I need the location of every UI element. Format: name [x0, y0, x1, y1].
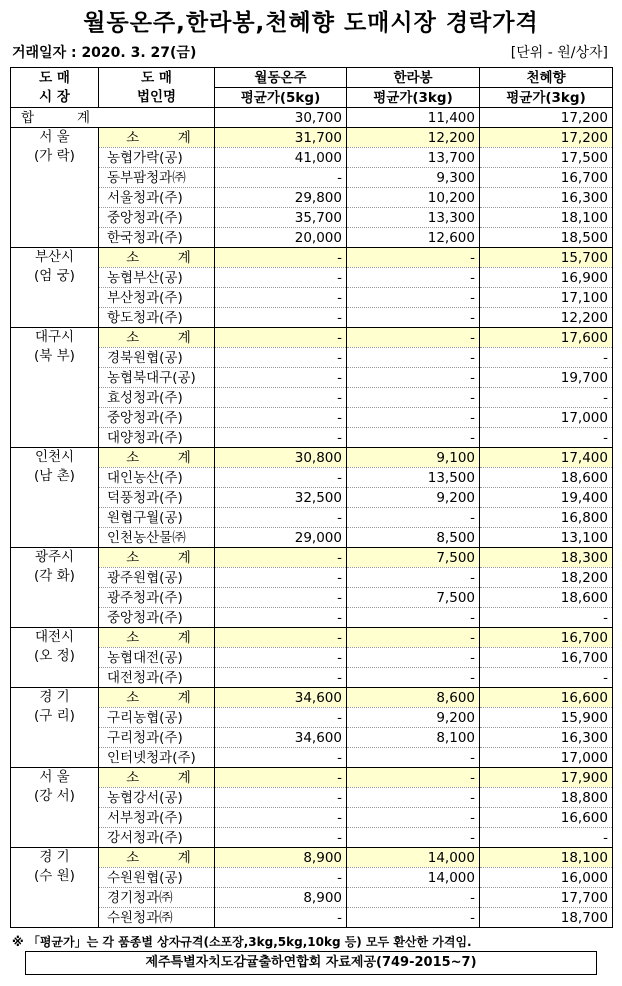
table-row [11, 408, 613, 428]
table-row [11, 828, 613, 848]
price-cell: - [215, 508, 347, 528]
corp-name: 경북원협(공) [99, 348, 215, 368]
price-cell: 12,200 [347, 128, 480, 148]
corp-name: 농협강서(공) [99, 788, 215, 808]
price-cell: 9,200 [347, 488, 480, 508]
price-cell: 10,200 [347, 188, 480, 208]
unit-label: [단위 - 원/상자] [510, 45, 608, 61]
table-row [11, 148, 613, 168]
table-row [11, 748, 613, 768]
price-cell: - [347, 568, 480, 588]
corp-name: 중앙청과(주) [99, 608, 215, 628]
table-row [11, 308, 613, 328]
price-cell: - [347, 248, 480, 268]
total-value: 17,200 [480, 108, 613, 128]
table-row [11, 348, 613, 368]
price-cell: 13,300 [347, 208, 480, 228]
price-cell: - [347, 368, 480, 388]
price-cell: - [480, 428, 613, 448]
avg-header: 평균가(5kg) [215, 88, 347, 108]
price-cell: - [215, 908, 347, 928]
price-cell: - [347, 828, 480, 848]
price-cell: - [215, 248, 347, 268]
subtotal-label: 소 계 [99, 128, 215, 148]
price-cell: - [347, 808, 480, 828]
price-cell: 13,700 [347, 148, 480, 168]
price-cell: 29,000 [215, 528, 347, 548]
price-cell: 13,100 [480, 528, 613, 548]
table-row [11, 188, 613, 208]
price-cell: - [347, 888, 480, 908]
table-row [11, 488, 613, 508]
price-cell: - [215, 388, 347, 408]
price-cell: - [215, 548, 347, 568]
price-cell: - [215, 868, 347, 888]
price-cell: 8,900 [215, 888, 347, 908]
price-cell: 15,900 [480, 708, 613, 728]
price-cell: 16,700 [480, 168, 613, 188]
corp-name: 항도청과(주) [99, 308, 215, 328]
price-cell: - [347, 328, 480, 348]
price-cell: - [215, 408, 347, 428]
price-cell: - [215, 708, 347, 728]
corp-name: 인천농산물㈜ [99, 528, 215, 548]
price-cell: - [480, 608, 613, 628]
price-cell: - [347, 908, 480, 928]
price-cell: 14,000 [347, 868, 480, 888]
corp-name: 구리농협(공) [99, 708, 215, 728]
table-row [11, 288, 613, 308]
price-cell: - [347, 288, 480, 308]
avg-header: 평균가(3kg) [480, 88, 613, 108]
price-cell: 41,000 [215, 148, 347, 168]
price-cell: 35,700 [215, 208, 347, 228]
subtotal-row [11, 448, 613, 468]
price-cell: 7,500 [347, 588, 480, 608]
table-row [11, 648, 613, 668]
price-cell: 18,300 [480, 548, 613, 568]
price-cell: - [215, 608, 347, 628]
price-cell: - [347, 508, 480, 528]
price-table [10, 67, 613, 928]
corp-name: 원협구월(공) [99, 508, 215, 528]
corp-name: 농협부산(공) [99, 268, 215, 288]
price-cell: 17,600 [480, 328, 613, 348]
subtotal-label: 소 계 [99, 688, 215, 708]
price-cell: 16,300 [480, 188, 613, 208]
price-cell: 17,700 [480, 888, 613, 908]
corp-name: 한국청과(주) [99, 228, 215, 248]
table-row [11, 468, 613, 488]
price-cell: - [215, 648, 347, 668]
table-row [11, 908, 613, 928]
corp-name: 농협가락(공) [99, 148, 215, 168]
price-cell: - [347, 268, 480, 288]
price-cell: - [215, 628, 347, 648]
price-cell: 18,700 [480, 908, 613, 928]
table-row [11, 868, 613, 888]
subtotal-label: 소 계 [99, 768, 215, 788]
corp-name: 농협대전(공) [99, 648, 215, 668]
subtotal-row [11, 688, 613, 708]
price-cell: 17,200 [480, 128, 613, 148]
table-row [11, 588, 613, 608]
price-cell: - [215, 348, 347, 368]
price-cell: 17,500 [480, 148, 613, 168]
price-cell: - [347, 668, 480, 688]
corp-name: 경기청과㈜ [99, 888, 215, 908]
price-cell: - [347, 748, 480, 768]
subtotal-label: 소 계 [99, 548, 215, 568]
page-title: 월동온주,한라봉,천혜향 도매시장 경락가격 [83, 10, 539, 36]
market-cell: 경 기 (수 원) [11, 848, 99, 928]
table-row [11, 228, 613, 248]
corp-name: 수원원협(공) [99, 868, 215, 888]
price-cell: 18,500 [480, 228, 613, 248]
price-cell: - [215, 268, 347, 288]
subtotal-label: 소 계 [99, 248, 215, 268]
price-cell: 9,200 [347, 708, 480, 728]
price-cell: 32,500 [215, 488, 347, 508]
table-header [11, 68, 613, 108]
price-cell: 29,800 [215, 188, 347, 208]
product-header: 월동온주 [215, 68, 347, 88]
price-cell: 12,600 [347, 228, 480, 248]
table-row [11, 268, 613, 288]
corp-name: 대전청과(주) [99, 668, 215, 688]
price-cell: 8,500 [347, 528, 480, 548]
market-cell: 대전시 (오 정) [11, 628, 99, 688]
corp-name: 대인농산(주) [99, 468, 215, 488]
table-row [11, 528, 613, 548]
subtotal-row [11, 548, 613, 568]
corp-name: 서부청과(주) [99, 808, 215, 828]
table-row [11, 668, 613, 688]
price-cell: 16,600 [480, 688, 613, 708]
price-cell: 17,000 [480, 408, 613, 428]
price-cell: 13,500 [347, 468, 480, 488]
price-cell: - [215, 788, 347, 808]
table-body [11, 108, 613, 928]
price-cell: - [215, 828, 347, 848]
price-cell: 20,000 [215, 228, 347, 248]
price-cell: 15,700 [480, 248, 613, 268]
corp-name: 부산청과(주) [99, 288, 215, 308]
corp-name: 구리청과(주) [99, 728, 215, 748]
footnote: ※ 「평균가」는 각 품종별 상자규격(소포장,3kg,5kg,10kg 등) 모두 환산한 가격임. [12, 935, 472, 949]
market-cell: 경 기 (구 리) [11, 688, 99, 768]
price-cell: 16,700 [480, 628, 613, 648]
price-cell: 9,300 [347, 168, 480, 188]
total-row [11, 108, 613, 128]
market-cell: 서 울 (강 서) [11, 768, 99, 848]
price-cell: 18,200 [480, 568, 613, 588]
table-row [11, 388, 613, 408]
price-cell: 34,600 [215, 728, 347, 748]
price-cell: 17,100 [480, 288, 613, 308]
corp-name: 중앙청과(주) [99, 208, 215, 228]
price-cell: 8,600 [347, 688, 480, 708]
corp-name: 서울청과(주) [99, 188, 215, 208]
price-cell: - [347, 608, 480, 628]
product-header: 천혜향 [480, 68, 613, 88]
price-cell: 14,000 [347, 848, 480, 868]
price-cell: - [347, 388, 480, 408]
table-row [11, 608, 613, 628]
source-box: 제주특별자치도감귤출하연합회 자료제공(749-2015~7) [25, 951, 597, 975]
corp-name: 중앙청과(주) [99, 408, 215, 428]
price-cell: - [215, 568, 347, 588]
subtotal-row [11, 328, 613, 348]
price-cell: - [347, 768, 480, 788]
corp-name: 광주원협(공) [99, 568, 215, 588]
subtotal-row [11, 248, 613, 268]
price-cell: - [215, 328, 347, 348]
corp-name: 수원청과㈜ [99, 908, 215, 928]
price-cell: 16,300 [480, 728, 613, 748]
market-header: 도 매 시 장 [11, 68, 99, 108]
total-value: 30,700 [215, 108, 347, 128]
table-row [11, 808, 613, 828]
price-cell: 34,600 [215, 688, 347, 708]
price-cell: - [215, 808, 347, 828]
subtotal-row [11, 768, 613, 788]
price-cell: - [215, 748, 347, 768]
subtotal-label: 소 계 [99, 628, 215, 648]
price-cell: - [215, 288, 347, 308]
subtotal-row [11, 128, 613, 148]
price-cell: 18,600 [480, 468, 613, 488]
table-row [11, 708, 613, 728]
table-row [11, 788, 613, 808]
corp-name: 효성청과(주) [99, 388, 215, 408]
table-row [11, 888, 613, 908]
price-cell: - [215, 768, 347, 788]
subtotal-row [11, 628, 613, 648]
corp-name: 인터넷청과(주) [99, 748, 215, 768]
price-cell: 31,700 [215, 128, 347, 148]
market-cell: 인천시 (남 촌) [11, 448, 99, 548]
price-cell: 8,900 [215, 848, 347, 868]
price-cell: 8,100 [347, 728, 480, 748]
price-cell: - [215, 308, 347, 328]
price-cell: - [215, 428, 347, 448]
price-cell: - [215, 588, 347, 608]
price-cell: 16,800 [480, 508, 613, 528]
table-row [11, 508, 613, 528]
price-cell: 18,600 [480, 588, 613, 608]
total-value: 11,400 [347, 108, 480, 128]
price-cell: - [347, 628, 480, 648]
price-cell: 19,400 [480, 488, 613, 508]
price-cell: 17,400 [480, 448, 613, 468]
table-row [11, 728, 613, 748]
trade-date: 거래일자 : 2020. 3. 27(금) [12, 45, 197, 61]
price-cell: 16,900 [480, 268, 613, 288]
price-cell: - [480, 388, 613, 408]
price-cell: - [215, 368, 347, 388]
corp-name: 동부팜청과㈜ [99, 168, 215, 188]
price-cell: - [215, 468, 347, 488]
price-cell: - [480, 668, 613, 688]
price-cell: 19,700 [480, 368, 613, 388]
table-row [11, 568, 613, 588]
price-cell: - [347, 348, 480, 368]
table-row [11, 168, 613, 188]
price-cell: - [480, 828, 613, 848]
corp-name: 광주청과(주) [99, 588, 215, 608]
total-label: 합 계 [11, 108, 215, 128]
price-cell: 30,800 [215, 448, 347, 468]
subtotal-label: 소 계 [99, 848, 215, 868]
corp-name: 농협북대구(공) [99, 368, 215, 388]
price-cell: 18,800 [480, 788, 613, 808]
price-cell: 7,500 [347, 548, 480, 568]
table-row [11, 368, 613, 388]
price-cell: - [215, 668, 347, 688]
price-cell: 17,900 [480, 768, 613, 788]
price-cell: - [480, 348, 613, 368]
price-cell: - [347, 408, 480, 428]
price-cell: 12,200 [480, 308, 613, 328]
price-cell: - [215, 168, 347, 188]
subtotal-row [11, 848, 613, 868]
price-cell: 9,100 [347, 448, 480, 468]
price-cell: 18,100 [480, 848, 613, 868]
corp-name: 덕풍청과(주) [99, 488, 215, 508]
corp-header: 도 매 법인명 [99, 68, 215, 108]
price-cell: - [347, 788, 480, 808]
avg-header: 평균가(3kg) [347, 88, 480, 108]
price-cell: 16,700 [480, 648, 613, 668]
price-cell: - [347, 308, 480, 328]
table-row [11, 428, 613, 448]
price-cell: 16,600 [480, 808, 613, 828]
subtotal-label: 소 계 [99, 328, 215, 348]
price-cell: 16,000 [480, 868, 613, 888]
market-cell: 대구시 (북 부) [11, 328, 99, 448]
price-cell: - [347, 428, 480, 448]
product-header: 한라봉 [347, 68, 480, 88]
market-cell: 서 울 (가 락) [11, 128, 99, 248]
price-cell: - [347, 648, 480, 668]
corp-name: 대양청과(주) [99, 428, 215, 448]
price-cell: 18,100 [480, 208, 613, 228]
price-cell: 17,000 [480, 748, 613, 768]
market-cell: 부산시 (엄 궁) [11, 248, 99, 328]
table-row [11, 208, 613, 228]
subtotal-label: 소 계 [99, 448, 215, 468]
corp-name: 강서청과(주) [99, 828, 215, 848]
market-cell: 광주시 (각 화) [11, 548, 99, 628]
